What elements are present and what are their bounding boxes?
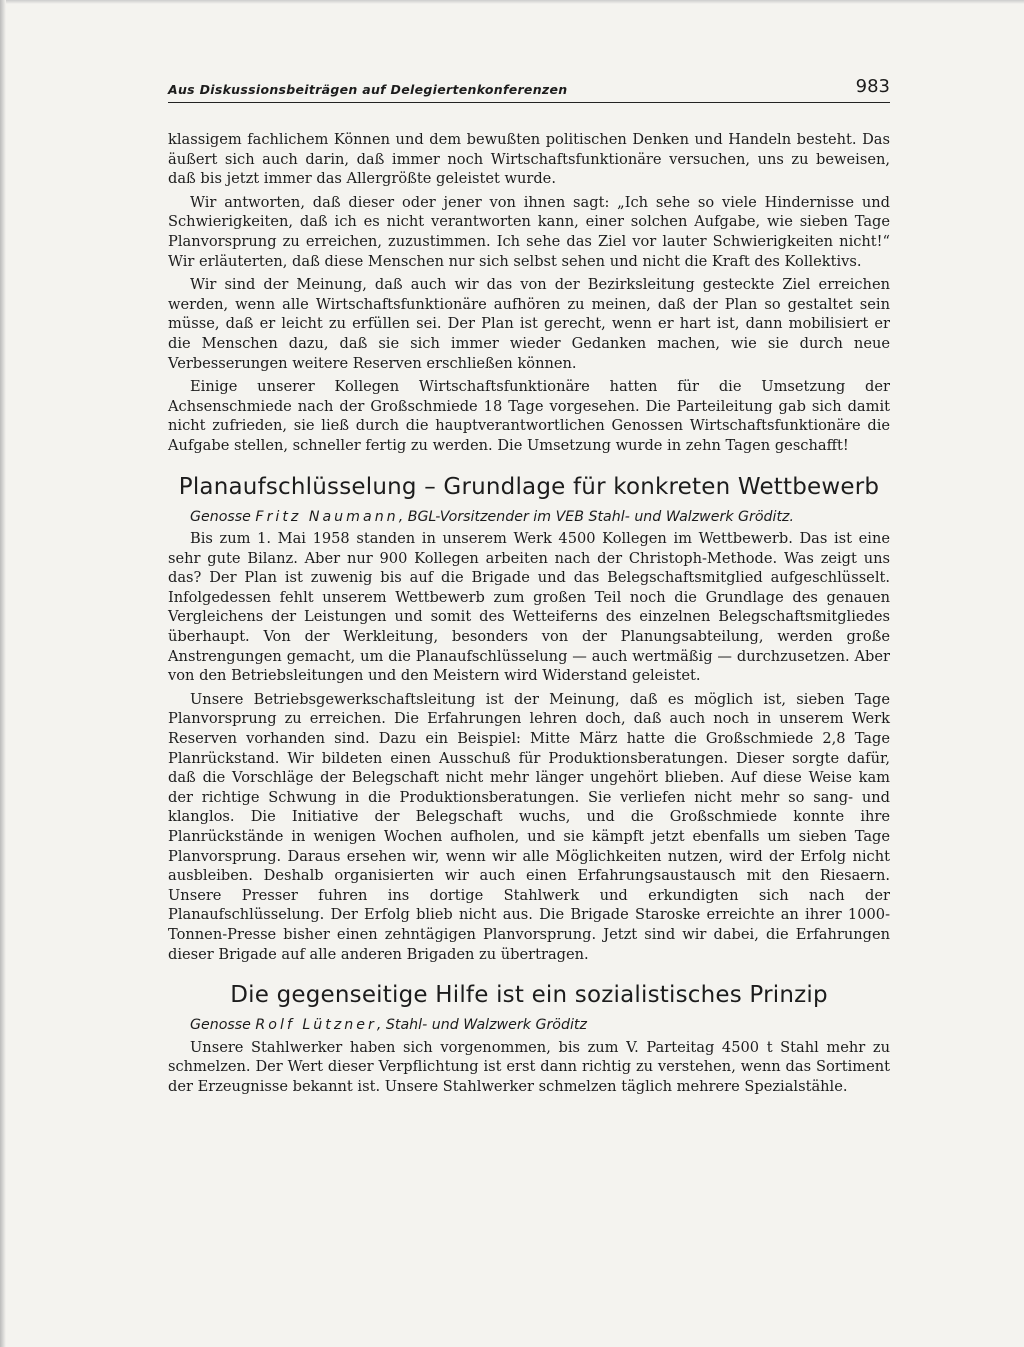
byline-affiliation: , Stahl- und Walzwerk Gröditz bbox=[376, 1017, 587, 1034]
paragraph: Bis zum 1. Mai 1958 standen in unserem Werk 4500 Kollegen im Wettbewerb. Das ist eine sehr gute Bilanz. Aber nur 900 Kollegen arbeiten nach der Christoph-Methode. Was zeigt uns das? Der Plan ist zuwenig bis auf die Brigade und das Belegschaftsmitglied aufgeschlüsselt. Infolgedessen fehlt unserem Wettbewerb zum großen Teil noch die Grundlage des genauen Vergleichens der Leistungen und somit des Wetteiferns des einzelnen Belegschaftsmitgliedes überhaupt. Von der Werkleitung, besonders von der Planungsabteilung, werden große Anstrengungen gemacht, um die Planaufschlüsselung — auch wertmäßig — durchzusetzen. Aber von den Betriebsleitungen und den Meistern wird Widerstand geleistet. bbox=[168, 530, 890, 685]
running-header bbox=[168, 78, 890, 103]
author-name: Rolf Lützner bbox=[255, 1017, 377, 1034]
page-content bbox=[168, 130, 890, 1101]
author-name: Fritz Naumann bbox=[255, 508, 399, 525]
paragraph: Wir sind der Meinung, daß auch wir das von der Bezirksleitung gesteckte Ziel erreichen werden, wenn alle Wirtschaftsfunktionäre aufhören zu meinen, daß der Plan so gestaltet sein müsse, daß er leicht zu erfüllen sei. Der Plan ist gerecht, wenn er hart ist, dann mobilisiert er die Menschen dazu, daß sie sich immer wieder Gedanken machen, wie sie durch neue Verbesserungen weitere Reserven erschließen können. bbox=[168, 276, 890, 372]
paragraph: Einige unserer Kollegen Wirtschaftsfunktionäre hatten für die Umsetzung der Achsenschmiede nach der Großschmiede 18 Tage vorgesehen. Die Parteileitung gab sich damit nicht zufrieden, sie ließ durch die hauptverantwortlichen Genossen Wirtschaftsfunktionäre die Aufgabe stellen, schneller fertig zu werden. Die Umsetzung wurde in zehn Tagen geschafft! bbox=[168, 378, 890, 454]
author-byline bbox=[168, 1016, 890, 1036]
byline-prefix: Genosse bbox=[190, 1017, 256, 1034]
byline-affiliation: , BGL-Vorsitzender im VEB Stahl- und Walzwerk Gröditz. bbox=[398, 508, 795, 525]
paragraph: Wir antworten, daß dieser oder jener von ihnen sagt: „Ich sehe so viele Hindernisse und Schwierigkeiten, daß ich es nicht verantworten kann, einer solchen Aufgabe, wie sieben Tage Planvorsprung zu erreichen, zuzustimmen. Ich sehe das Ziel vor lauter Schwierigkeiten nicht!“ Wir erläuterten, daß diese Menschen nur sich selbst sehen und nicht die Kraft des Kollektivs. bbox=[168, 193, 890, 270]
paragraph: Unsere Betriebsgewerkschaftsleitung ist der Meinung, daß es möglich ist, sieben Tage Planvorsprung zu erreichen. Die Erfahrungen lehren doch, daß auch noch in unserem Werk Reserven vorhanden sind. Dazu ein Beispiel: Mitte März hatte die Großschmiede 2,8 Tage Planrückstand. Wir bildeten einen Ausschuß für Produktionsberatungen. Dieser sorgte dafür, daß die Vorschläge der Belegschaft nicht mehr länger ungehört blieben. Auf diese Weise kam der richtige Schwung in die Produktionsberatungen. Sie verliefen nicht mehr so sang- und klanglos. Die Initiative der Belegschaft wuchs, und die Großschmiede konnte ihre Planrückstände in wenigen Wochen aufholen, und sie kämpft jetzt ebenfalls um sieben Tage Planvorsprung. Daraus ersehen wir, wenn wir alle Möglichkeiten nutzen, wird der Erfolg nicht ausbleiben. Deshalb organisierten wir auch einen Erfahrungsaustausch mit den Riesaern. Unsere Presser fuhren ins dortige Stahlwerk und erkundigten sich nach der Planaufschlüsselung. Der Erfolg blieb nicht aus. Die Brigade Staroske erreichte an ihrer 1000-Tonnen-Presse bisher einen zehntägigen Planvorsprung. Jetzt sind wir dabei, die Erfahrungen dieser Brigade auf alle anderen Brigaden zu übertragen. bbox=[168, 690, 890, 963]
running-title: Aus Diskussionsbeiträgen auf Delegiertenkonferenzen bbox=[168, 82, 568, 97]
byline-prefix: Genosse bbox=[190, 508, 256, 525]
page-number: 983 bbox=[855, 76, 890, 97]
page-top-shadow bbox=[0, 0, 1024, 4]
author-byline bbox=[168, 508, 890, 528]
page-left-shadow bbox=[0, 0, 6, 1347]
paragraph: Unsere Stahlwerker haben sich vorgenommen, bis zum V. Parteitag 4500 t Stahl mehr zu schmelzen. Der Wert dieser Verpflichtung ist erst dann richtig zu verstehen, wenn das Sortiment der Erzeugnisse bekannt ist. Unsere Stahlwerker schmelzen täglich mehrere Spezialstähle. bbox=[168, 1038, 890, 1095]
paragraph: klassigem fachlichem Können und dem bewußten politischen Denken und Handeln besteht. Das äußert sich auch darin, daß immer noch Wirtschaftsfunktionäre versuchen, uns zu beweisen, daß bis jetzt immer das Allergrößte geleistet wurde. bbox=[168, 131, 890, 188]
section-heading: Planaufschlüsselung – Grundlage für konkreten Wettbewerb bbox=[178, 473, 880, 500]
section-heading: Die gegenseitige Hilfe ist ein sozialistisches Prinzip bbox=[230, 982, 828, 1009]
